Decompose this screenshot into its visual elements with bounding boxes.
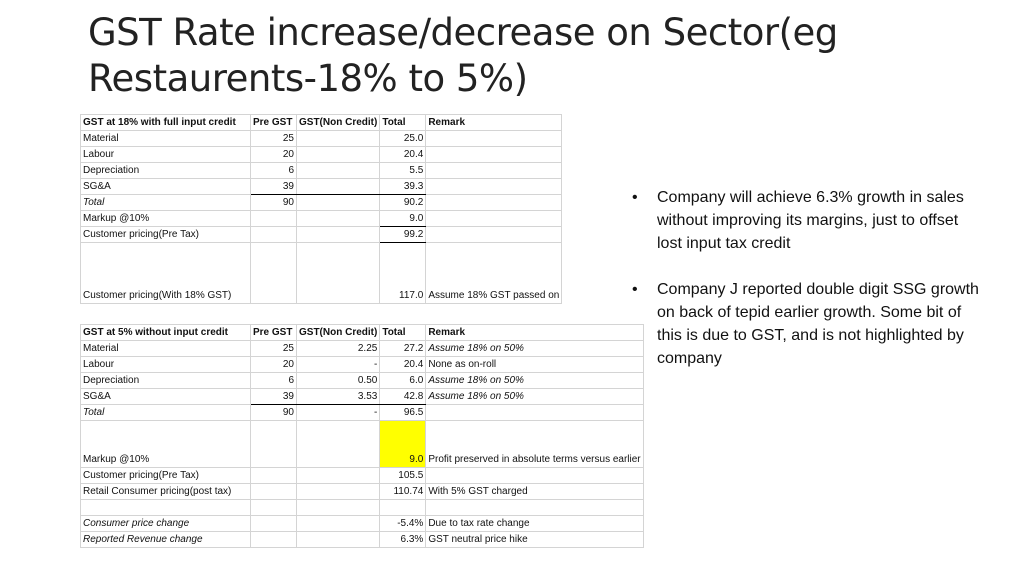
cell-pre-gst — [251, 532, 297, 548]
cell-pre-gst: 39 — [251, 179, 297, 195]
table-row — [81, 227, 562, 243]
cell-remark — [426, 163, 562, 179]
cell-gst-non-credit — [297, 179, 380, 195]
cell-gst-non-credit: 3.53 — [297, 389, 380, 405]
bullet-item — [630, 186, 980, 255]
table-row — [81, 405, 644, 421]
row-label: SG&A — [81, 389, 251, 405]
cell-remark — [426, 500, 643, 516]
table-row — [81, 147, 562, 163]
row-label: Labour — [81, 147, 251, 163]
row-label: Retail Consumer pricing(post tax) — [81, 484, 251, 500]
cell-gst-non-credit: - — [297, 357, 380, 373]
cell-remark: Assume 18% on 50% — [426, 389, 643, 405]
cell-gst-non-credit: - — [297, 405, 380, 421]
cell-total: 39.3 — [380, 179, 426, 195]
cell-total: 117.0 — [380, 243, 426, 304]
bullet-dot: • — [632, 281, 638, 298]
cell-gst-non-credit — [297, 500, 380, 516]
cell-pre-gst: 25 — [251, 341, 297, 357]
table-row — [81, 243, 562, 304]
cell-gst-non-credit: 0.50 — [297, 373, 380, 389]
cell-pre-gst: 6 — [251, 163, 297, 179]
header-cell: Pre GST — [251, 325, 297, 341]
table-row — [81, 389, 644, 405]
cell-total: 25.0 — [380, 131, 426, 147]
table-row — [81, 516, 644, 532]
cell-remark — [426, 405, 643, 421]
cell-total: 5.5 — [380, 163, 426, 179]
cell-total: 20.4 — [380, 357, 426, 373]
cell-gst-non-credit — [297, 195, 380, 211]
row-label: Markup @10% — [81, 421, 251, 468]
cell-gst-non-credit — [297, 243, 380, 304]
cell-gst-non-credit — [297, 227, 380, 243]
table-row — [81, 179, 562, 195]
highlighted-markup-total: 9.0 — [380, 421, 426, 468]
cell-pre-gst — [251, 243, 297, 304]
gst-5-table — [80, 324, 644, 548]
cell-total: 110.74 — [380, 484, 426, 500]
cell-remark: Due to tax rate change — [426, 516, 643, 532]
cell-gst-non-credit: 2.25 — [297, 341, 380, 357]
table-row — [81, 500, 644, 516]
table-header-row — [81, 115, 562, 131]
row-label: Labour — [81, 357, 251, 373]
gst-18-table — [80, 114, 562, 304]
cell-total: -5.4% — [380, 516, 426, 532]
row-label: Total — [81, 195, 251, 211]
table-row — [81, 163, 562, 179]
header-cell: GST at 5% without input credit — [81, 325, 251, 341]
cell-total: 20.4 — [380, 147, 426, 163]
cell-gst-non-credit — [297, 131, 380, 147]
cell-pre-gst — [251, 500, 297, 516]
cell-gst-non-credit — [297, 421, 380, 468]
cell-pre-gst — [251, 484, 297, 500]
cell-total: 9.0 — [380, 211, 426, 227]
row-label: Customer pricing(Pre Tax) — [81, 468, 251, 484]
header-cell: Total — [380, 325, 426, 341]
cell-total: 27.2 — [380, 341, 426, 357]
table-row — [81, 341, 644, 357]
cell-gst-non-credit — [297, 211, 380, 227]
cell-pre-gst — [251, 516, 297, 532]
cell-pre-gst: 90 — [251, 195, 297, 211]
row-label: Material — [81, 341, 251, 357]
bullet-item — [630, 278, 980, 370]
table-row — [81, 468, 644, 484]
cell-remark — [426, 211, 562, 227]
cell-pre-gst: 39 — [251, 389, 297, 405]
cell-remark: GST neutral price hike — [426, 532, 643, 548]
cell-gst-non-credit — [297, 163, 380, 179]
header-cell: Remark — [426, 115, 562, 131]
header-cell: Pre GST — [251, 115, 297, 131]
cell-total: 105.5 — [380, 468, 426, 484]
cell-remark — [426, 147, 562, 163]
cell-total: 6.0 — [380, 373, 426, 389]
row-label: Depreciation — [81, 163, 251, 179]
cell-gst-non-credit — [297, 532, 380, 548]
table-header-row — [81, 325, 644, 341]
cell-pre-gst: 20 — [251, 357, 297, 373]
cell-pre-gst: 20 — [251, 147, 297, 163]
row-label: Material — [81, 131, 251, 147]
row-label: Customer pricing(Pre Tax) — [81, 227, 251, 243]
cell-pre-gst: 6 — [251, 373, 297, 389]
table-row — [81, 373, 644, 389]
row-label: Depreciation — [81, 373, 251, 389]
cell-gst-non-credit — [297, 484, 380, 500]
cell-pre-gst — [251, 211, 297, 227]
cell-pre-gst — [251, 468, 297, 484]
header-cell: GST(Non Credit) — [297, 115, 380, 131]
cell-remark — [426, 131, 562, 147]
table-row — [81, 211, 562, 227]
cell-remark — [426, 227, 562, 243]
table-row — [81, 357, 644, 373]
cell-total: 90.2 — [380, 195, 426, 211]
row-label: Reported Revenue change — [81, 532, 251, 548]
table-row — [81, 532, 644, 548]
cell-gst-non-credit — [297, 516, 380, 532]
bullet-text: Company will achieve 6.3% growth in sales without improving its margins, just to offset lost input tax credit — [657, 189, 964, 252]
cell-total: 42.8 — [380, 389, 426, 405]
row-label: Total — [81, 405, 251, 421]
row-label: SG&A — [81, 179, 251, 195]
cell-remark: With 5% GST charged — [426, 484, 643, 500]
cell-gst-non-credit — [297, 147, 380, 163]
cell-pre-gst: 90 — [251, 405, 297, 421]
header-cell: GST at 18% with full input credit — [81, 115, 251, 131]
cell-total — [380, 500, 426, 516]
cell-total: 99.2 — [380, 227, 426, 243]
table-row — [81, 131, 562, 147]
cell-remark — [426, 179, 562, 195]
cell-pre-gst: 25 — [251, 131, 297, 147]
row-label: Markup @10% — [81, 211, 251, 227]
cell-remark: Assume 18% GST passed on — [426, 243, 562, 304]
row-label: Consumer price change — [81, 516, 251, 532]
cell-remark: None as on-roll — [426, 357, 643, 373]
row-label: Customer pricing(With 18% GST) — [81, 243, 251, 304]
table-row — [81, 195, 562, 211]
bullet-text: Company J reported double digit SSG growth on back of tepid earlier growth. Some bit of this is due to GST, and is not highlighted by company — [657, 281, 979, 367]
header-cell: Remark — [426, 325, 643, 341]
slide-title: GST Rate increase/decrease on Sector(eg Restaurents-18% to 5%) — [88, 11, 838, 100]
table-row — [81, 421, 644, 468]
cell-total: 96.5 — [380, 405, 426, 421]
cell-remark — [426, 468, 643, 484]
header-cell: GST(Non Credit) — [297, 325, 380, 341]
cell-remark: Assume 18% on 50% — [426, 373, 643, 389]
cell-pre-gst — [251, 227, 297, 243]
cell-remark: Profit preserved in absolute terms versus earlier — [426, 421, 643, 468]
table-row — [81, 484, 644, 500]
cell-gst-non-credit — [297, 468, 380, 484]
header-cell: Total — [380, 115, 426, 131]
cell-total: 6.3% — [380, 532, 426, 548]
cell-pre-gst — [251, 421, 297, 468]
row-label — [81, 500, 251, 516]
cell-remark — [426, 195, 562, 211]
cell-remark: Assume 18% on 50% — [426, 341, 643, 357]
bullet-list — [630, 186, 980, 393]
bullet-dot: • — [632, 189, 638, 206]
